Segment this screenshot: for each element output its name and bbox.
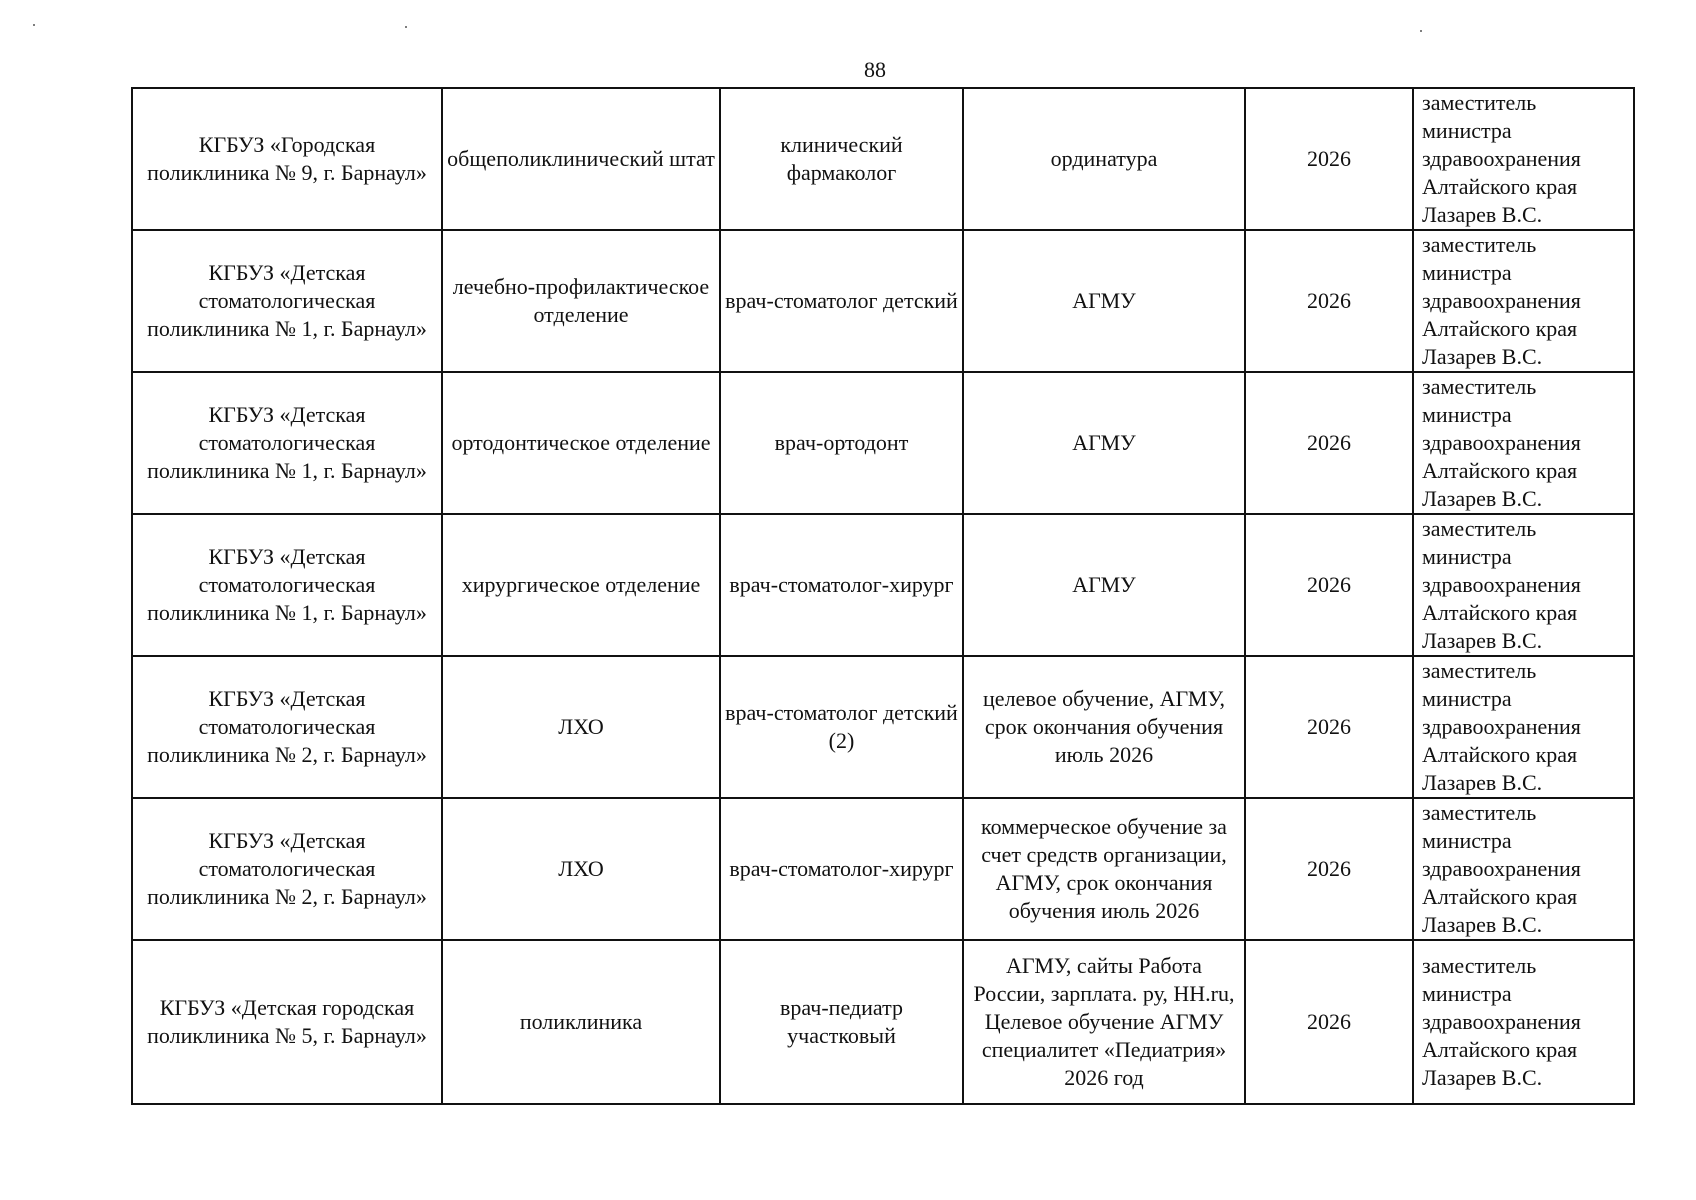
page-number: 88 — [864, 57, 886, 82]
organization-cell: КГБУЗ «Детская стоматологическая поликлиника № 2, г. Барнаул» — [132, 798, 442, 940]
organization-cell: КГБУЗ «Детская стоматологическая поликлиника № 1, г. Барнаул» — [132, 230, 442, 372]
organization-cell: КГБУЗ «Детская стоматологическая поликлиника № 2, г. Барнаул» — [132, 656, 442, 798]
department-cell: ЛХО — [442, 798, 720, 940]
department-cell: ЛХО — [442, 656, 720, 798]
year-cell: 2026 — [1245, 940, 1413, 1104]
year-cell: 2026 — [1245, 514, 1413, 656]
source-cell: АГМУ — [963, 514, 1245, 656]
position-cell: врач-стоматолог детский — [720, 230, 963, 372]
responsible-cell: заместитель министра здравоохранения Алтайского края Лазарев В.С. — [1413, 798, 1634, 940]
organization-cell: КГБУЗ «Детская стоматологическая поликлиника № 1, г. Барнаул» — [132, 372, 442, 514]
department-cell: лечебно-профилактическое отделение — [442, 230, 720, 372]
source-cell: АГМУ — [963, 230, 1245, 372]
position-cell: врач-ортодонт — [720, 372, 963, 514]
year-cell: 2026 — [1245, 656, 1413, 798]
table-row — [132, 88, 1634, 230]
responsible-cell: заместитель министра здравоохранения Алтайского края Лазарев В.С. — [1413, 514, 1634, 656]
department-cell: общеполиклинический штат — [442, 88, 720, 230]
year-cell: 2026 — [1245, 372, 1413, 514]
responsible-cell: заместитель министра здравоохранения Алтайского края Лазарев В.С. — [1413, 88, 1634, 230]
table-row — [132, 798, 1634, 940]
position-cell: врач-стоматолог-хирург — [720, 798, 963, 940]
year-cell: 2026 — [1245, 88, 1413, 230]
table-row — [132, 372, 1634, 514]
organization-cell: КГБУЗ «Детская стоматологическая поликлиника № 1, г. Барнаул» — [132, 514, 442, 656]
responsible-cell: заместитель министра здравоохранения Алтайского края Лазарев В.С. — [1413, 940, 1634, 1104]
table-row — [132, 656, 1634, 798]
organization-cell: КГБУЗ «Детская городская поликлиника № 5, г. Барнаул» — [132, 940, 442, 1104]
position-cell: врач-стоматолог детский (2) — [720, 656, 963, 798]
position-cell: врач-педиатр участковый — [720, 940, 963, 1104]
position-cell: клинический фармаколог — [720, 88, 963, 230]
table-row — [132, 230, 1634, 372]
organization-cell: КГБУЗ «Городская поликлиника № 9, г. Барнаул» — [132, 88, 442, 230]
staffing-table — [131, 87, 1635, 1105]
year-cell: 2026 — [1245, 798, 1413, 940]
source-cell: коммерческое обучение за счет средств организации, АГМУ, срок окончания обучения июль 2026 — [963, 798, 1245, 940]
position-cell: врач-стоматолог-хирург — [720, 514, 963, 656]
department-cell: хирургическое отделение — [442, 514, 720, 656]
scan-speck — [1420, 30, 1422, 32]
source-cell: АГМУ — [963, 372, 1245, 514]
table-row — [132, 514, 1634, 656]
department-cell: поликлиника — [442, 940, 720, 1104]
scan-speck — [33, 24, 35, 26]
responsible-cell: заместитель министра здравоохранения Алтайского края Лазарев В.С. — [1413, 230, 1634, 372]
responsible-cell: заместитель министра здравоохранения Алтайского края Лазарев В.С. — [1413, 372, 1634, 514]
table-row — [132, 940, 1634, 1104]
source-cell: ординатура — [963, 88, 1245, 230]
source-cell: целевое обучение, АГМУ, срок окончания обучения июль 2026 — [963, 656, 1245, 798]
responsible-cell: заместитель министра здравоохранения Алтайского края Лазарев В.С. — [1413, 656, 1634, 798]
source-cell: АГМУ, сайты Работа России, зарплата. ру, HH.ru, Целевое обучение АГМУ специалитет «Педиатрия» 2026 год — [963, 940, 1245, 1104]
scan-speck — [405, 26, 407, 28]
department-cell: ортодонтическое отделение — [442, 372, 720, 514]
year-cell: 2026 — [1245, 230, 1413, 372]
